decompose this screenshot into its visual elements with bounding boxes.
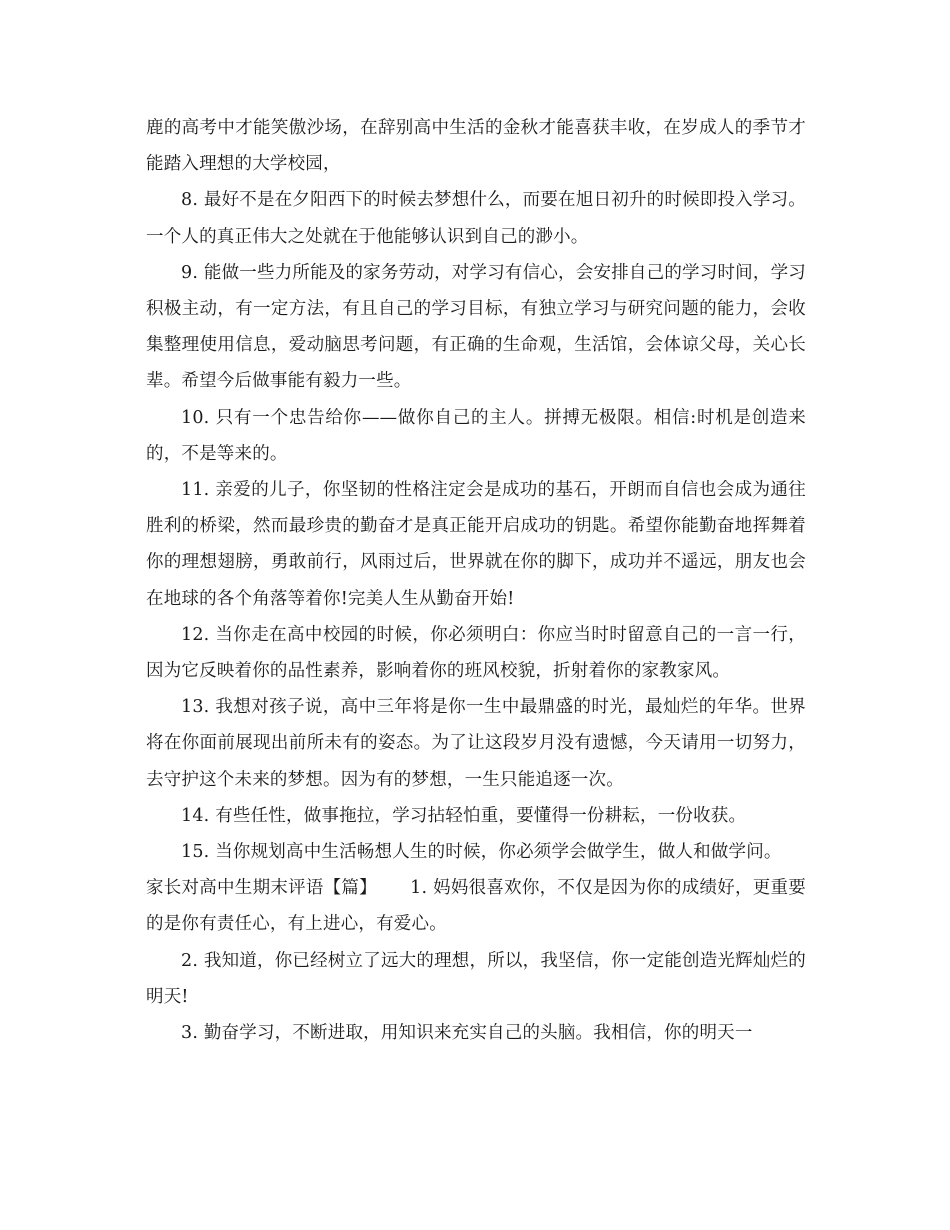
paragraph-10: 10. 只有一个忠告给你——做你自己的主人。拼搏无极限。相信:时机是创造来的，不是等来的。 xyxy=(146,407,806,464)
section-paragraph xyxy=(146,870,806,942)
paragraph-12: 12. 当你走在高中校园的时候，你必须明白：你应当时时留意自己的一言一行，因为它反映着你的品性素养，影响着你的班风校貌，折射着你的家教家风。 xyxy=(146,624,806,682)
section-item-3: 3. 勤奋学习，不断进取，用知识来充实自己的头脑。我相信，你的明天一 xyxy=(181,1023,753,1044)
section-title: 家长对高中生期末评语【篇】 xyxy=(146,878,377,899)
section-item-2: 2. 我知道，你已经树立了远大的理想，所以，我坚信，你一定能创造光辉灿烂的明天! xyxy=(146,950,806,1007)
paragraph-14: 14. 有些任性，做事拖拉，学习拈轻怕重，要懂得一份耕耘，一份收获。 xyxy=(181,805,747,826)
section-item-1: 1. 妈妈很喜欢你，不仅是因为你的成绩好，更重要的是你有责任心，有上进心，有爱心。 xyxy=(146,878,806,935)
paragraph-8: 8. 最好不是在夕阳西下的时候去梦想什么，而要在旭日初升的时候即投入学习。一个人的真正伟大之处就在于他能够认识到自己的渺小。 xyxy=(146,190,806,247)
paragraph-9: 9. 能做一些力所能及的家务劳动，对学习有信心，会安排自己的学习时间，学习积极主动，有一定方法，有且自己的学习目标，有独立学习与研究问题的能力，会收集整理使用信息，爱动脑思考问题，有正确的生命观，生活馆，会体谅父母，关心长辈。希望今后做事能有毅力一些。 xyxy=(146,262,806,392)
paragraph-15: 15. 当你规划高中生活畅想人生的时候，你必须学会做学生，做人和做学问。 xyxy=(181,842,782,863)
document-body xyxy=(146,110,806,1051)
paragraph-7-continued: 鹿的高考中才能笑傲沙场，在辞别高中生活的金秋才能喜获丰收，在岁成人的季节才能踏入理想的大学校园， xyxy=(146,118,806,175)
paragraph-13: 13. 我想对孩子说，高中三年将是你一生中最鼎盛的时光，最灿烂的年华。世界将在你面前展现出前所未有的姿态。为了让这段岁月没有遗憾，今天请用一切努力，去守护这个未来的梦想。因为有的梦想，一生只能追逐一次。 xyxy=(146,697,806,790)
paragraph-11: 11. 亲爱的儿子，你坚韧的性格注定会是成功的基石，开朗而自信也会成为通往胜利的桥梁，然而最珍贵的勤奋才是真正能开启成功的钥匙。希望你能勤奋地挥舞着你的理想翅膀，勇敢前行，风雨过后，世界就在你的脚下，成功并不遥远，朋友也会在地球的各个角落等着你!完美人生从勤奋开始! xyxy=(146,480,806,609)
